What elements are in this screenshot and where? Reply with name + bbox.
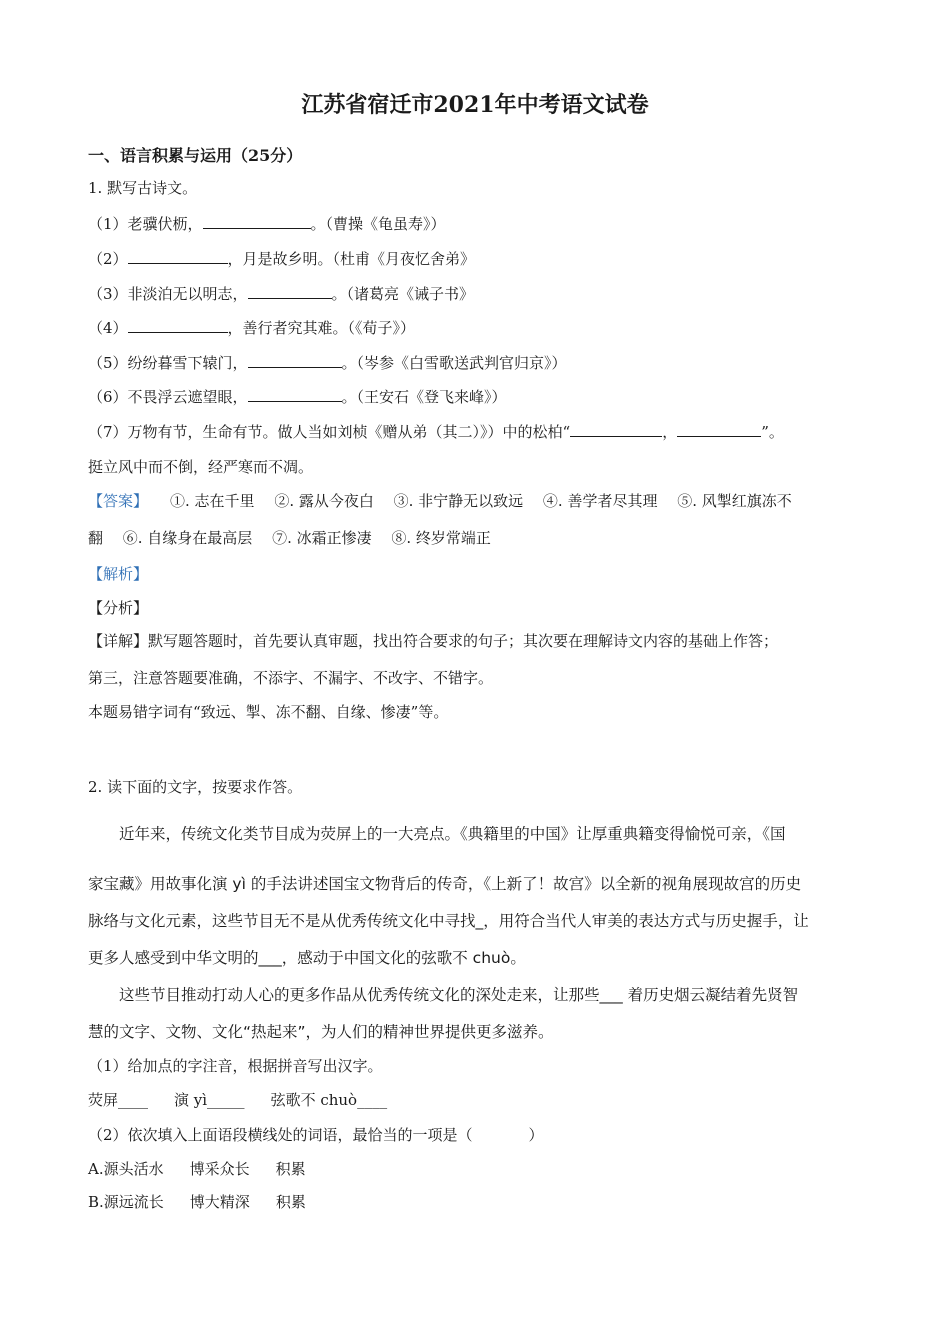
q1-item-7-cont: 挺立风中而不倒，经严寒而不凋。 <box>88 458 314 476</box>
passage-line: 更多人感受到中华文明的___，感动于中国文化的弦歌不 chuò。 <box>88 949 526 967</box>
answer-tag: 【答案】 <box>88 492 149 510</box>
passage-line: 近年来，传统文化类节目成为荧屏上的一大亮点。《典籍里的中国》让厚重典籍变得愉悦可亲，《国 <box>119 825 786 843</box>
item-text: ，月是故乡明。（杜甫《月夜忆舍弟》 <box>227 250 476 268</box>
q1-stem: 1. 默写古诗文。 <box>88 179 198 197</box>
analysis-tag: 【解析】 <box>88 565 149 583</box>
passage-line: 这些节目推动打动人心的更多作品从优秀传统文化的深处走来，让那些___ 着历史烟云凝结着先贤智 <box>119 986 799 1004</box>
q2-sub1-answers <box>88 1090 387 1110</box>
fenxi-label: 【分析】 <box>88 599 149 617</box>
fill-blank[interactable] <box>128 316 228 333</box>
fill-blank[interactable] <box>248 282 332 299</box>
detail-line-2: 第三，注意答题要准确，不添字、不漏字、不改字、不错字。 <box>88 669 494 687</box>
section-heading: 一、语言积累与运用（25分） <box>88 146 303 165</box>
detail-line-3: 本题易错字词有“致远、掣、冻不翻、自缘、惨凄”等。 <box>88 703 449 721</box>
option-part: 积累 <box>275 1160 306 1178</box>
option-part: A.源头活水 <box>88 1160 164 1178</box>
answer-line-2: 翻 ⑥. 自缘身在最高层 ⑦. 冰霜正惨凄 ⑧. 终岁常端正 <box>88 529 491 547</box>
page-title: 江苏省宿迁市2021年中考语文试卷 <box>301 92 649 118</box>
item-text: （2） <box>88 250 128 268</box>
q2-stem: 2. 读下面的文字，按要求作答。 <box>88 778 303 796</box>
fill-blank[interactable] <box>203 212 311 229</box>
q1-item-6 <box>88 385 507 407</box>
fill-blank[interactable] <box>677 420 761 437</box>
item-text: 。（曹操《龟虽寿》） <box>310 215 446 233</box>
option-a <box>88 1159 306 1179</box>
option-part: B.源远流长 <box>88 1193 164 1211</box>
item-text: （3）非淡泊无以明志， <box>88 285 248 303</box>
sub1-item: 弦歌不 chuò____ <box>270 1091 388 1109</box>
fill-blank[interactable] <box>128 247 228 264</box>
q2-sub2 <box>88 1125 544 1145</box>
detail-line-1: 【详解】默写题答题时，首先要认真审题，找出符合要求的句子；其次要在理解诗文内容的基础上作答； <box>88 632 779 650</box>
item-text: （6）不畏浮云遮望眼， <box>88 388 248 406</box>
q1-item-7 <box>88 420 784 442</box>
sub2-text: ） <box>528 1126 544 1144</box>
item-text: （7）万物有节，生命有节。做人当如刘桢《赠从弟（其二）》）中的松柏“ <box>88 423 571 441</box>
q2-sub1: （1）给加点的字注音，根据拼音写出汉字。 <box>88 1057 383 1075</box>
answer-line-1 <box>88 491 792 511</box>
passage-line: 慧的文字、文物、文化“热起来”，为人们的精神世界提供更多滋养。 <box>88 1023 554 1041</box>
answer-text: ①. 志在千里 ②. 露从今夜白 ③. 非宁静无以致远 ④. 善学者尽其理 ⑤. 风掣红旗冻不 <box>170 492 792 510</box>
q1-item-3 <box>88 282 474 304</box>
sub1-item: 荧屏____ <box>88 1091 149 1109</box>
fill-blank[interactable] <box>570 420 662 437</box>
option-part: 积累 <box>275 1193 306 1211</box>
item-text: （5）纷纷暮雪下辕门， <box>88 354 248 372</box>
fill-blank[interactable] <box>248 351 342 368</box>
q1-item-1 <box>88 212 446 234</box>
item-text: 。（岑参《白雪歌送武判官归京》） <box>341 354 567 372</box>
passage-line: 家宝藏》用故事化演 yì 的手法讲述国宝文物背后的传奇，《上新了！故宫》以全新的视角展现故宫的历史 <box>88 875 802 893</box>
item-text: ，善行者究其难。（《荀子》） <box>227 319 416 337</box>
item-text: ”。 <box>761 423 784 441</box>
option-b <box>88 1192 306 1212</box>
item-text: （1）老骥伏枥， <box>88 215 203 233</box>
item-text: （4） <box>88 319 128 337</box>
option-part: 博大精深 <box>189 1193 250 1211</box>
item-text: ， <box>662 423 678 441</box>
option-part: 博采众长 <box>189 1160 250 1178</box>
q1-item-4 <box>88 316 415 338</box>
item-text: 。（王安石《登飞来峰》） <box>341 388 507 406</box>
sub1-item: 演 yì_____ <box>174 1091 245 1109</box>
sub2-text: （2）依次填入上面语段横线处的词语，最恰当的一项是（ <box>88 1126 473 1144</box>
fill-blank[interactable] <box>248 385 342 402</box>
q1-item-5 <box>88 351 567 373</box>
passage-line: 脉络与文化元素，这些节目无不是从优秀传统文化中寻找_，用符合当代人审美的表达方式与历史握手，让 <box>88 912 809 930</box>
q1-item-2 <box>88 247 475 269</box>
item-text: 。（诸葛亮《诫子书》 <box>331 285 475 303</box>
